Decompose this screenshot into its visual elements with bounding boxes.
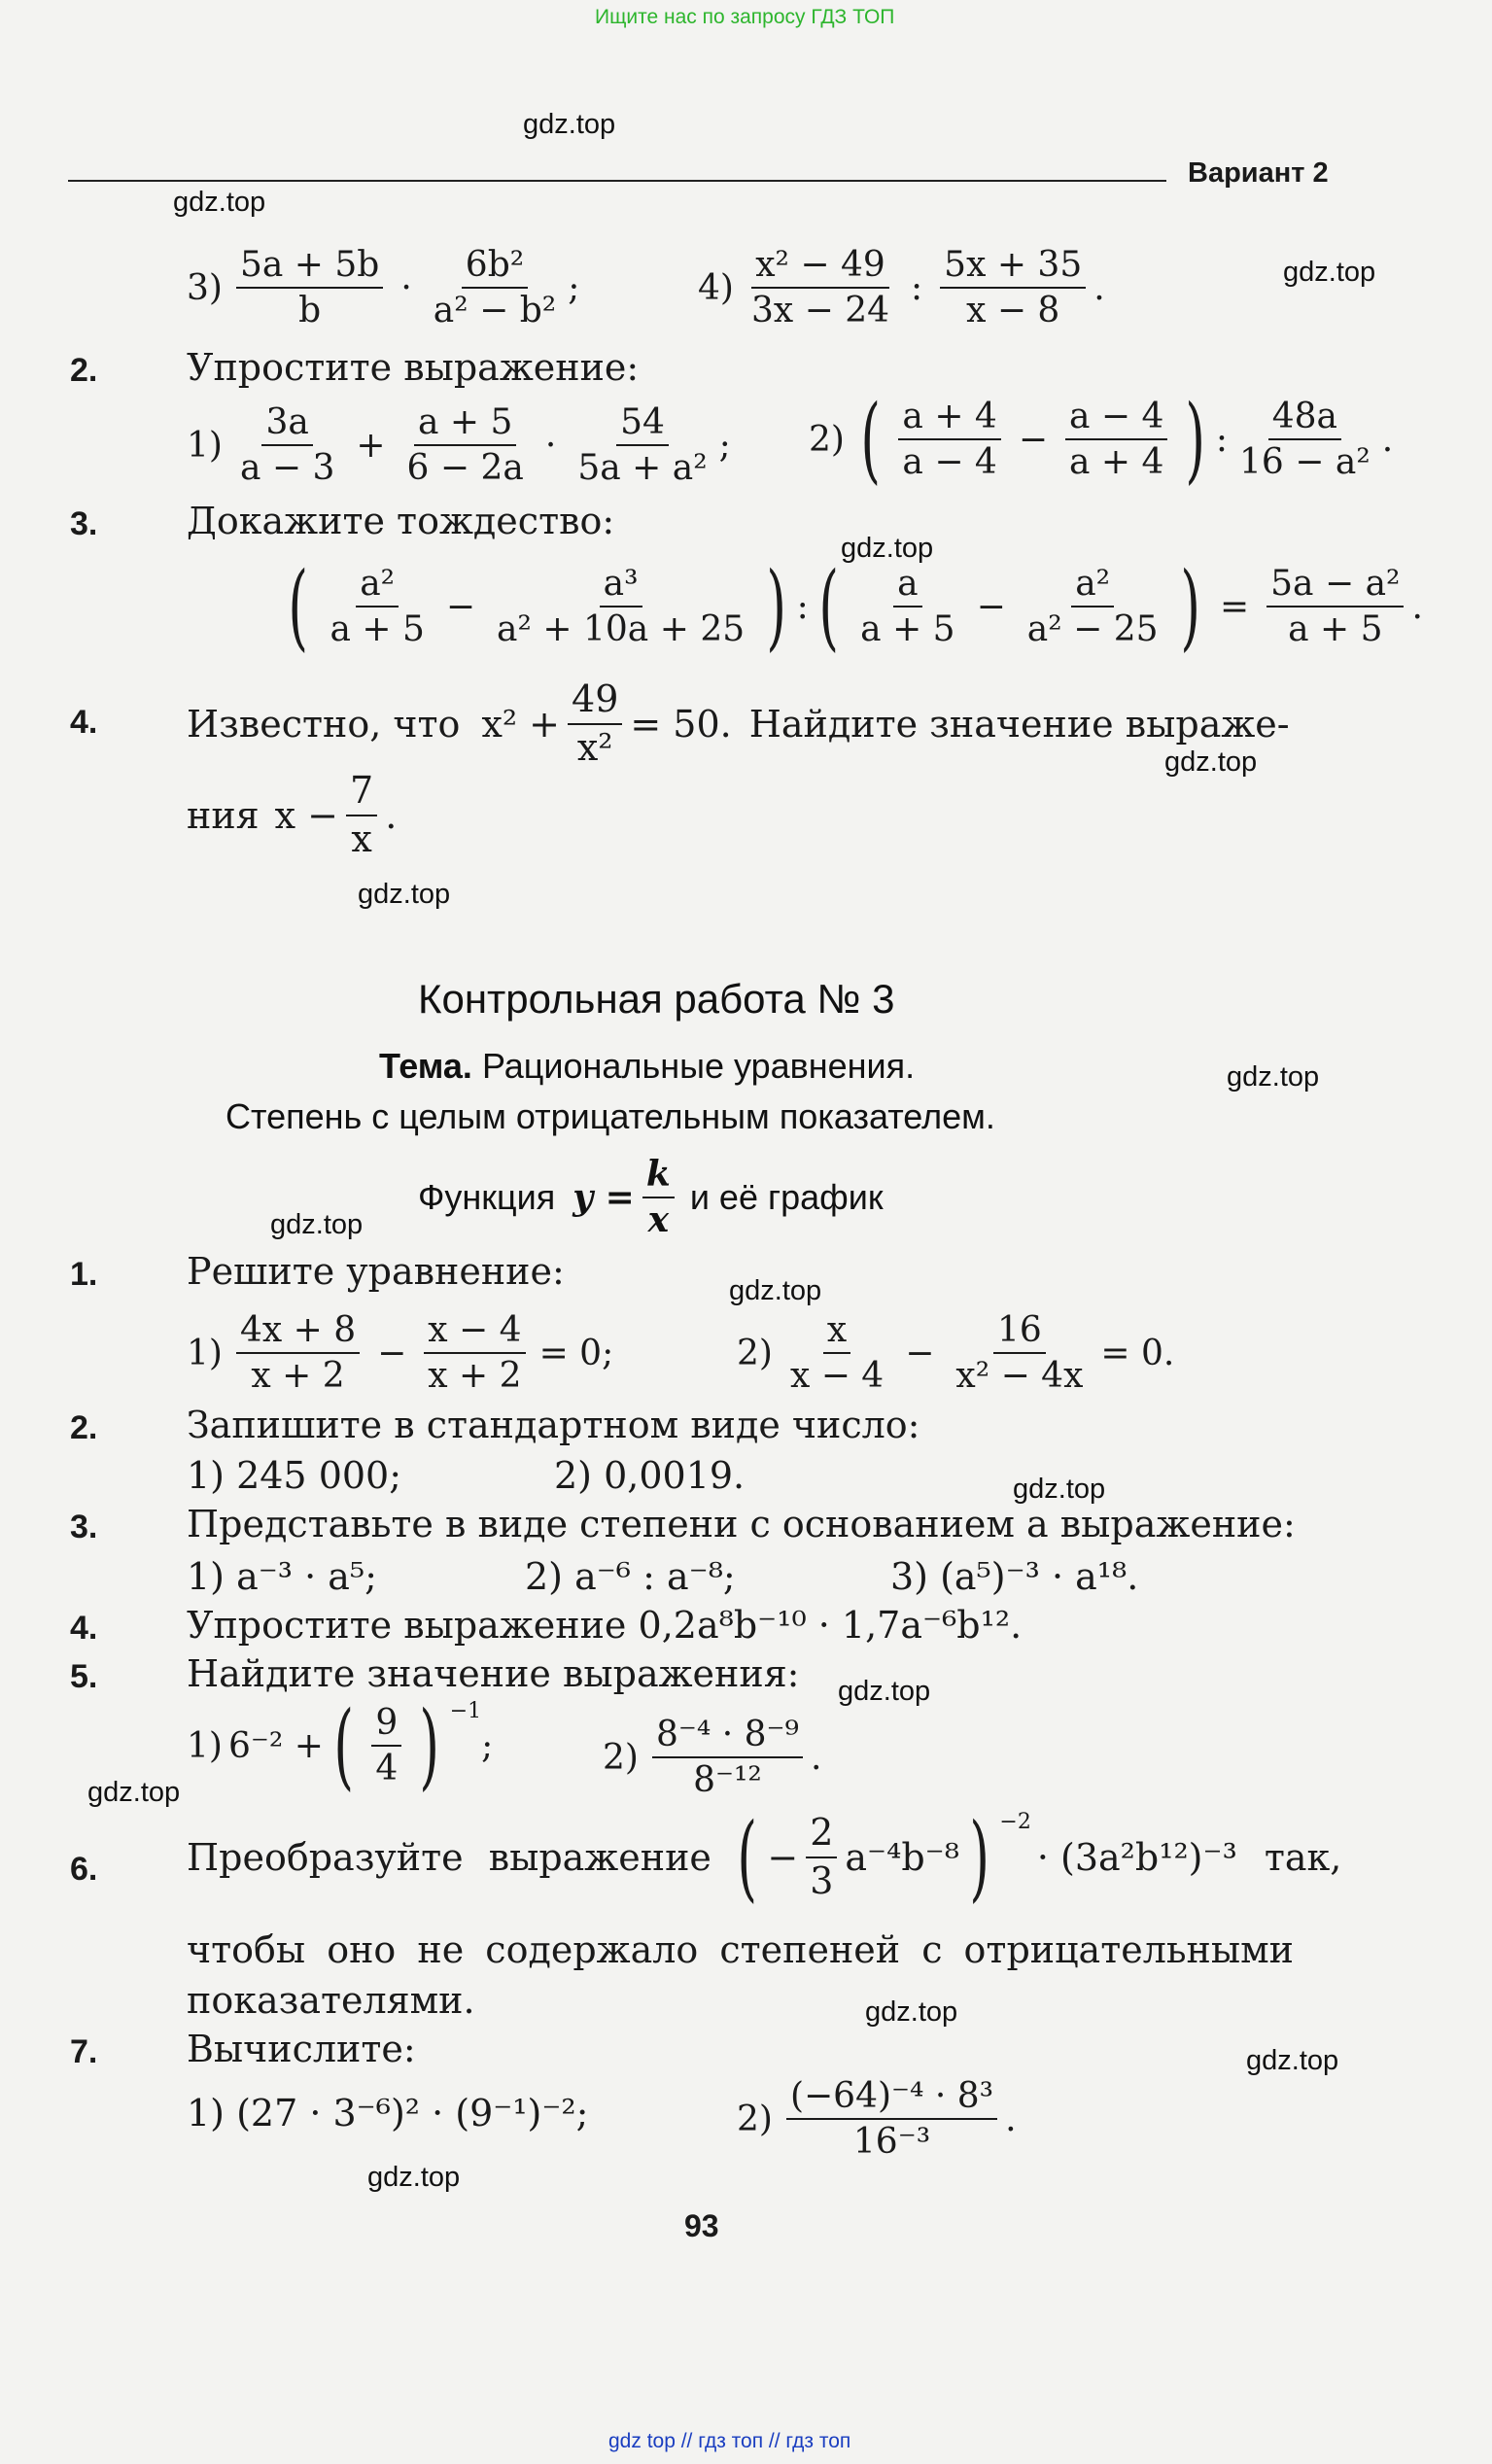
task-text: Представьте в виде степени с основанием a выражение: (187, 1503, 1296, 1545)
watermark: gdz.top (1283, 257, 1376, 288)
expression-2-2: 2) ( $\frac{a + 4}{a - 4}$ − $\frac{a - 4}{a + 4}$ ) : $\frac{48a}{\text{16 − a²}}$ . (809, 385, 1394, 494)
topic-line-3: Функция y = $\frac{k}{x}$ и её график (418, 1154, 884, 1240)
top-banner: Ищите нас по запросу ГДЗ ТОП (595, 6, 895, 28)
item-2-1: 1) 245 000; (187, 1454, 402, 1497)
topic-line-1: Тема. Рациональные уравнения. (379, 1046, 916, 1086)
footer-text: gdz top // гдз топ // гдз топ (608, 2430, 851, 2452)
watermark: gdz.top (865, 1996, 958, 2028)
watermark: gdz.top (358, 879, 451, 910)
equation-1-1: 1) $\frac{4x + 8}{x + 2}$ − $\frac{x - 4}{x + 2}$ = 0; (187, 1310, 614, 1396)
watermark: gdz.top (1227, 1061, 1320, 1093)
task-number: 7. (70, 2033, 98, 2070)
expression-5-2: 2) $\frac{\text{8⁻⁴ · 8⁻⁹}}{\text{8⁻¹²}}$ . (603, 1715, 822, 1800)
task-6-line1: Преобразуйте выражение ( − $\frac{2}{3}$ a⁻⁴b⁻⁸ ) $^{-2}$ · (3a²b¹²)⁻³ так, (187, 1802, 1342, 1912)
task-text: Найдите значение выражения: (187, 1652, 800, 1695)
task-number: 2. (70, 1409, 98, 1446)
task-number: 4. (70, 704, 98, 741)
task-text: Вычислите: (187, 2028, 416, 2070)
identity-expression: ( $\frac{\text{a²}}{a + 5}$ − $\frac{\text{a³}}{\text{a² + 10a + 25}}$ ) : ( $\frac{a}{a + 5}$ − $\frac{\text{a²}}{\text{a² − 25}}$ ) = $\frac{\text{5a − a²}}{a + 5}$ . (288, 552, 1423, 661)
expression-4: 4) $\frac{\text{x² − 49}}{3x - 24}$ : $\frac{5x + 35}{x - 8}$ . (698, 245, 1105, 330)
task-number: 2. (70, 352, 98, 389)
watermark: gdz.top (367, 2162, 461, 2193)
expression-3: 3) $\frac{5a + 5b}{b}$ · $\frac{\text{6b²}}{\text{a² − b²}}$ ; (187, 245, 580, 330)
watermark: gdz.top (841, 533, 934, 564)
task-4-line2: ния x − $\frac{7}{x}$ . (187, 769, 398, 860)
task-text: Решите уравнение: (187, 1250, 565, 1293)
watermark: gdz.top (270, 1209, 364, 1240)
task-4-line1: Известно, что x² + $\frac{49}{\text{x²}}$ = 50. Найдите значение выраже- (187, 677, 1290, 769)
task-text: Докажите тождество: (187, 500, 615, 542)
item-3-3: 3) (a⁵)⁻³ · a¹⁸. (890, 1555, 1139, 1598)
item-7-1: 1) (27 · 3⁻⁶)² · (9⁻¹)⁻²; (187, 2092, 589, 2134)
task-text: Упростите выражение: (187, 346, 640, 389)
section-title: Контрольная работа № 3 (418, 976, 895, 1022)
watermark: gdz.top (173, 187, 266, 218)
variant-label: Вариант 2 (1188, 157, 1329, 189)
task-number: 3. (70, 1509, 98, 1545)
expression-5-1: 1) 6⁻² + ( $\frac{9}{4}$ ) $^{-1}$ ; (187, 1691, 494, 1800)
watermark: gdz.top (523, 109, 616, 140)
task-number: 5. (70, 1658, 98, 1695)
watermark: gdz.top (1246, 2045, 1339, 2076)
task-number: 6. (70, 1851, 98, 1888)
watermark: gdz.top (1013, 1474, 1106, 1505)
task-number: 3. (70, 505, 98, 542)
watermark: gdz.top (1164, 746, 1258, 778)
task-text: Запишите в стандартном виде число: (187, 1404, 920, 1446)
task-text: Упростите выражение 0,2a⁸b⁻¹⁰ · 1,7a⁻⁶b¹². (187, 1604, 1023, 1647)
expression-2-1: 1) $\frac{3a}{a - 3}$ + $\frac{a + 5}{6 - 2a}$ · $\frac{54}{\text{5a + a²}}$ ; (187, 402, 731, 488)
item-3-2: 2) a⁻⁶ : a⁻⁸; (525, 1555, 736, 1598)
task-6-line3: показателями. (187, 1979, 475, 2022)
watermark: gdz.top (87, 1777, 181, 1808)
item-3-1: 1) a⁻³ · a⁵; (187, 1555, 377, 1598)
item-2-2: 2) 0,0019. (554, 1454, 746, 1497)
task-number: 1. (70, 1256, 98, 1293)
task-number: 4. (70, 1610, 98, 1647)
header-rule (68, 180, 1166, 182)
expression-7-2: 2) $\frac{\text{(−64)⁻⁴ · 8³}}{\text{16⁻³}}$ . (737, 2076, 1017, 2162)
task-6-line2: чтобы оно не содержало степеней с отрицательными (187, 1928, 1294, 1971)
watermark: gdz.top (729, 1275, 822, 1306)
topic-line-2: Степень с целым отрицательным показателем. (226, 1096, 995, 1136)
page-number: 93 (684, 2208, 719, 2243)
equation-1-2: 2) $\frac{x}{x - 4}$ − $\frac{16}{\text{x² − 4x}}$ = 0. (737, 1310, 1175, 1396)
watermark: gdz.top (838, 1676, 931, 1707)
